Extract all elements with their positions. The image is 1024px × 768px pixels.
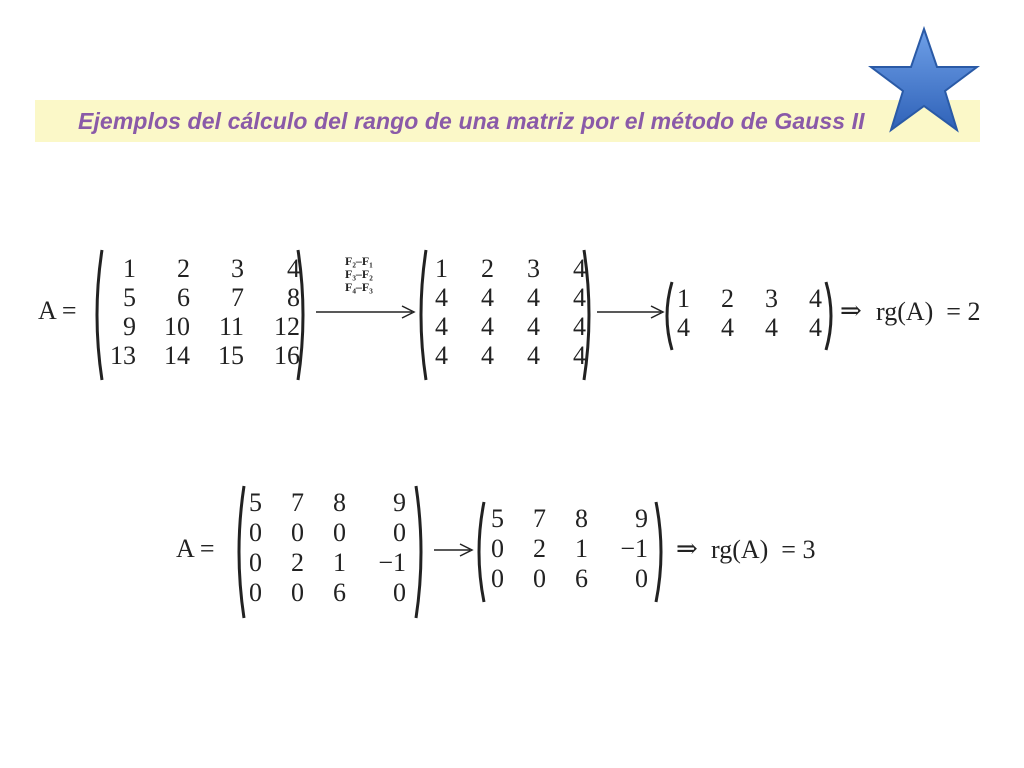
matrix-cell: 4 xyxy=(721,313,734,342)
matrix-cell: 6 xyxy=(575,564,588,593)
ex2-matrix-a xyxy=(232,484,428,620)
matrix-cell: 2 xyxy=(291,548,304,577)
matrix-cell: −1 xyxy=(378,548,406,577)
matrix-cell: 0 xyxy=(291,578,304,607)
matrix-cell: 0 xyxy=(249,518,262,547)
matrix-cell: 4 xyxy=(527,283,540,312)
ex1-result: rg(A) = 2 xyxy=(876,297,981,326)
ex1-lhs: A = xyxy=(38,296,77,325)
arrow-3 xyxy=(434,542,474,558)
row-operations xyxy=(345,255,373,294)
right-paren xyxy=(582,248,596,382)
matrix-cell: 4 xyxy=(481,341,494,370)
matrix-cell: 9 xyxy=(123,312,136,341)
right-paren xyxy=(824,280,838,352)
matrix-cell: 6 xyxy=(177,283,190,312)
matrix-cell: 15 xyxy=(218,341,244,370)
matrix-cell: 5 xyxy=(123,283,136,312)
matrix-cell: 4 xyxy=(435,283,448,312)
matrix-cell: 13 xyxy=(110,341,136,370)
matrix-cell: 4 xyxy=(765,313,778,342)
ex1-matrix-a xyxy=(90,248,312,382)
matrix-cell: 4 xyxy=(573,341,586,370)
matrix-cell: 0 xyxy=(635,564,648,593)
matrix-cell: 11 xyxy=(218,312,244,341)
matrix-cell: 0 xyxy=(393,518,406,547)
matrix-cell: 4 xyxy=(481,312,494,341)
star-icon xyxy=(868,26,980,134)
matrix-cell: 0 xyxy=(393,578,406,607)
matrix-cell: 4 xyxy=(677,313,690,342)
matrix-cell: 4 xyxy=(809,284,822,313)
matrix-cell: 3 xyxy=(231,254,244,283)
matrix-cell: 2 xyxy=(533,534,546,563)
matrix-cell: 7 xyxy=(291,488,304,517)
ex2-lhs: A = xyxy=(176,534,215,563)
operation-2: F₃–F₂ xyxy=(345,267,373,281)
matrix-cell: 0 xyxy=(249,548,262,577)
matrix-cell: 4 xyxy=(435,312,448,341)
matrix-cell: 0 xyxy=(491,564,504,593)
matrix-cell: 8 xyxy=(333,488,346,517)
matrix-cell: 7 xyxy=(533,504,546,533)
matrix-cell: 4 xyxy=(287,254,300,283)
operation-3: F₄–F₃ xyxy=(345,280,373,294)
matrix-cell: 8 xyxy=(575,504,588,533)
matrix-cell: 4 xyxy=(481,283,494,312)
matrix-cell: 4 xyxy=(809,313,822,342)
matrix-cell: 6 xyxy=(333,578,346,607)
matrix-cell: 9 xyxy=(393,488,406,517)
matrix-cell: 2 xyxy=(177,254,190,283)
ex1-matrix-c xyxy=(660,280,838,352)
matrix-cell: 3 xyxy=(765,284,778,313)
matrix-cell: 16 xyxy=(274,341,300,370)
matrix-cell: 5 xyxy=(249,488,262,517)
matrix-cell: 2 xyxy=(721,284,734,313)
right-paren xyxy=(654,500,668,604)
ex2-result: rg(A) = 3 xyxy=(711,535,816,564)
matrix-cell: 1 xyxy=(575,534,588,563)
operation-1: F₂–F₁ xyxy=(345,254,373,268)
matrix-cell: 3 xyxy=(527,254,540,283)
matrix-cell: 4 xyxy=(435,341,448,370)
matrix-cell: 10 xyxy=(164,312,190,341)
matrix-cell: 0 xyxy=(533,564,546,593)
ex2-matrix-b xyxy=(472,500,668,604)
matrix-cell: 4 xyxy=(573,312,586,341)
matrix-cell: 1 xyxy=(333,548,346,577)
matrix-cell: 4 xyxy=(573,254,586,283)
right-paren xyxy=(414,484,428,620)
matrix-cell: 0 xyxy=(333,518,346,547)
matrix-cell: −1 xyxy=(620,534,648,563)
ex1-implies: ⇒ xyxy=(840,296,862,325)
matrix-cell: 14 xyxy=(164,341,190,370)
arrow-1 xyxy=(316,304,416,320)
matrix-cell: 1 xyxy=(677,284,690,313)
matrix-cell: 0 xyxy=(249,578,262,607)
matrix-cell: 1 xyxy=(123,254,136,283)
matrix-cell: 0 xyxy=(491,534,504,563)
matrix-cell: 0 xyxy=(291,518,304,547)
ex2-implies: ⇒ xyxy=(676,534,698,563)
slide-title: Ejemplos del cálculo del rango de una matriz por el método de Gauss II xyxy=(78,108,865,134)
arrow-2 xyxy=(597,304,665,320)
ex1-matrix-b xyxy=(414,248,596,382)
matrix-cell: 5 xyxy=(491,504,504,533)
matrix-cell: 4 xyxy=(573,283,586,312)
matrix-cell: 9 xyxy=(635,504,648,533)
matrix-cell: 8 xyxy=(287,283,300,312)
matrix-cell: 4 xyxy=(527,312,540,341)
right-paren xyxy=(296,248,310,382)
matrix-cell: 7 xyxy=(231,283,244,312)
matrix-cell: 4 xyxy=(527,341,540,370)
left-paren xyxy=(90,248,104,382)
matrix-cell: 12 xyxy=(274,312,300,341)
matrix-cell: 2 xyxy=(481,254,494,283)
matrix-cell: 1 xyxy=(435,254,448,283)
